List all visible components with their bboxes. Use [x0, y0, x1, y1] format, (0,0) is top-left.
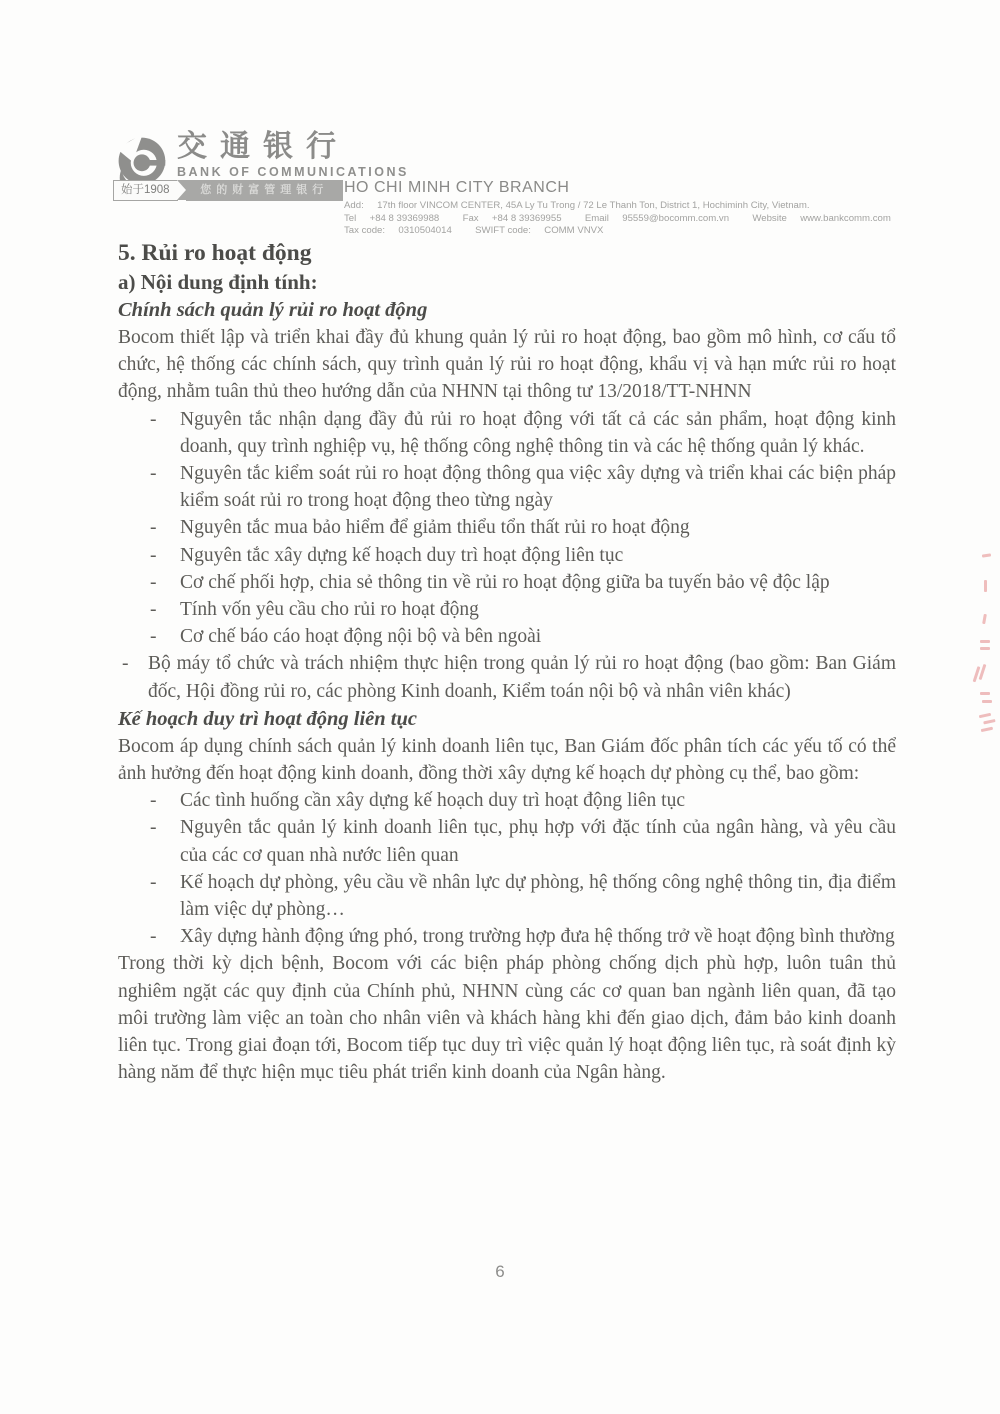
policy-title: Chính sách quản lý rủi ro hoạt động: [118, 299, 428, 321]
banner-year: 始于1908: [113, 180, 178, 201]
list-item: [118, 923, 896, 950]
policy-bullet-list: [118, 406, 896, 651]
bullet-text: Nguyên tắc kiểm soát rủi ro hoạt động thông qua việc xây dựng và triển khai các biện pháp kiểm soát rủi ro trong hoạt động theo từng ngày: [180, 463, 896, 512]
bullet-dash-icon: -: [150, 626, 157, 648]
website-value: www.bankcomm.com: [800, 212, 891, 224]
bullet-text: Nguyên tắc nhận dạng đầy đủ rủi ro hoạt động với tất cả các sản phẩm, hoạt động kinh doanh, quy trình nghiệp vụ, hệ thống công nghệ thông tin và các hệ thống quản lý khác.: [180, 408, 896, 457]
bullet-dash-icon: -: [150, 544, 157, 566]
continuity-title: Kế hoạch duy trì hoạt động liên tục: [118, 707, 418, 730]
bank-name-english: BANK OF COMMUNICATIONS: [177, 165, 409, 179]
bullet-text: Nguyên tắc xây dựng kế hoạch duy trì hoạt động liên tục: [180, 544, 624, 566]
bullet-dash-icon: -: [150, 817, 157, 839]
document-body: [118, 238, 896, 1086]
website-label: Website: [752, 212, 787, 224]
bullet-dash-icon: -: [150, 463, 157, 485]
address-label: Add:: [344, 200, 364, 211]
ink-mark: [980, 692, 990, 695]
list-item: [118, 569, 896, 596]
closing-paragraph: Trong thời kỳ dịch bệnh, Bocom với các biện pháp phòng chống dịch phù hợp, luôn tuân thủ nghiêm ngặt các quy định của Chính phủ, NHNN cùng các cơ quan ban ngành liên quan, đã tạo môi trường làm việc an toàn cho nhân viên và khách hàng khi đến giao dịch, đảm bảo kinh doanh liên tục. Trong giai đoạn tới, Bocom tiếp tục duy trì việc quản lý hoạt động liên tục, rà soát định kỳ hàng năm để thực hiện mục tiêu phát triển kinh doanh của Ngân hàng.: [118, 953, 896, 1084]
bullet-dash-icon: -: [150, 926, 157, 948]
list-item: [118, 869, 896, 923]
branch-tax-line: [344, 225, 904, 238]
bullet-dash-icon: -: [150, 571, 157, 593]
bank-name-chinese: 交通银行: [177, 129, 349, 164]
swift-value: COMM VNVX: [544, 225, 604, 236]
continuity-bullet-list: [118, 787, 896, 950]
bank-slogan-banner: [113, 180, 343, 201]
ink-mark: [982, 553, 991, 557]
bullet-text: Các tình huống cần xây dựng kế hoạch duy trì hoạt động liên tục: [180, 790, 685, 812]
subsection-heading: a) Nội dung định tính:: [118, 270, 318, 294]
continuity-intro-paragraph: Bocom áp dụng chính sách quản lý kinh doanh liên tục, Ban Giám đốc phân tích các yếu tố có thể ảnh hưởng đến hoạt động kinh doanh, đồng thời xây dựng kế hoạch dự phòng cụ thể, bao gồm:: [118, 735, 896, 785]
tel-value: +84 8 39369988: [369, 212, 440, 224]
tax-label: Tax code:: [344, 225, 386, 236]
email-value: 95559@bocomm.com.vn: [622, 212, 730, 224]
branch-contact-line: [344, 213, 904, 226]
bullet-dash-icon: -: [150, 408, 157, 430]
bullet-dash-icon: -: [150, 517, 157, 539]
list-item: [118, 596, 896, 623]
branch-info: [344, 179, 904, 238]
tel-label: Tel: [344, 212, 357, 224]
bullet-dash-icon: -: [150, 871, 157, 893]
fax-label: Fax: [462, 212, 479, 224]
policy-intro-paragraph: Bocom thiết lập và triển khai đầy đủ khung quản lý rủi ro hoạt động, bao gồm mô hình, cơ cấu tổ chức, hệ thống các chính sách, quy trình quản lý rủi ro hoạt động, khẩu vị và hạn mức rủi ro hoạt động, nhằm tuân thủ theo hướng dẫn của NHNN tại thông tư 13/2018/TT-NHNN: [118, 327, 896, 403]
bullet-text: Nguyên tắc quản lý kinh doanh liên tục, phụ hợp với đặc tính của ngân hàng, và yêu cầu của các cơ quan nhà nước liên quan: [180, 817, 896, 866]
tax-value: 0310504014: [398, 225, 452, 236]
list-item: [118, 460, 896, 514]
bullet-text: Bộ máy tổ chức và trách nhiệm thực hiện trong quản lý rủi ro hoạt động (bao gồm: Ban Giám đốc, Hội đồng rủi ro, các phòng Kinh doanh, Kiểm toán nội bộ và nhân viên khác): [148, 653, 896, 702]
banner-slogan: 您的财富管理银行: [186, 180, 343, 201]
page-number: 6: [495, 1262, 505, 1281]
banner-arrow-icon: [177, 180, 186, 200]
ink-mark: [984, 580, 987, 592]
ink-mark: [982, 614, 987, 624]
list-item: [118, 514, 896, 541]
bullet-text: Kế hoạch dự phòng, yêu cầu về nhân lực dự phòng, hệ thống công nghệ thông tin, địa điểm làm việc dự phòng…: [180, 871, 896, 921]
ink-mark: [979, 664, 987, 680]
bullet-text: Nguyên tắc mua bảo hiểm để giảm thiểu tổn thất rủi ro hoạt động: [180, 517, 690, 539]
list-item: [118, 542, 896, 569]
margin-annotation-marks: [972, 552, 996, 732]
list-item: [118, 814, 896, 868]
email-label: Email: [584, 212, 609, 224]
ink-mark: [979, 713, 991, 718]
list-item: [118, 623, 896, 650]
bullet-text: Xây dựng hành động ứng phó, trong trường hợp đưa hệ thống trở về hoạt động bình thường: [180, 926, 895, 948]
bullet-text: Tính vốn yêu cầu cho rủi ro hoạt động: [180, 599, 479, 621]
address-value: 17th floor VINCOM CENTER, 45A Ly Tu Trong / 72 Le Thanh Ton, District 1, Hochiminh City, Vietnam.: [377, 200, 810, 211]
section-heading: 5. Rủi ro hoạt động: [118, 240, 312, 266]
list-item: [118, 406, 896, 460]
bullet-text: Cơ chế báo cáo hoạt động nội bộ và bên ngoài: [180, 626, 542, 648]
list-item: [118, 787, 896, 814]
bullet-dash-icon: -: [122, 653, 129, 675]
bullet-dash-icon: -: [150, 790, 157, 812]
branch-name: HO CHI MINH CITY BRANCH: [344, 179, 570, 196]
bullet-dash-icon: -: [150, 599, 157, 621]
organization-bullet: [118, 650, 896, 704]
fax-value: +84 8 39369955: [491, 212, 562, 224]
swift-label: SWIFT code:: [475, 225, 531, 236]
branch-address-line: [344, 200, 904, 213]
ink-mark: [980, 640, 990, 643]
bullet-text: Cơ chế phối hợp, chia sẻ thông tin về rủi ro hoạt động giữa ba tuyến bảo vệ độc lập: [180, 571, 830, 593]
